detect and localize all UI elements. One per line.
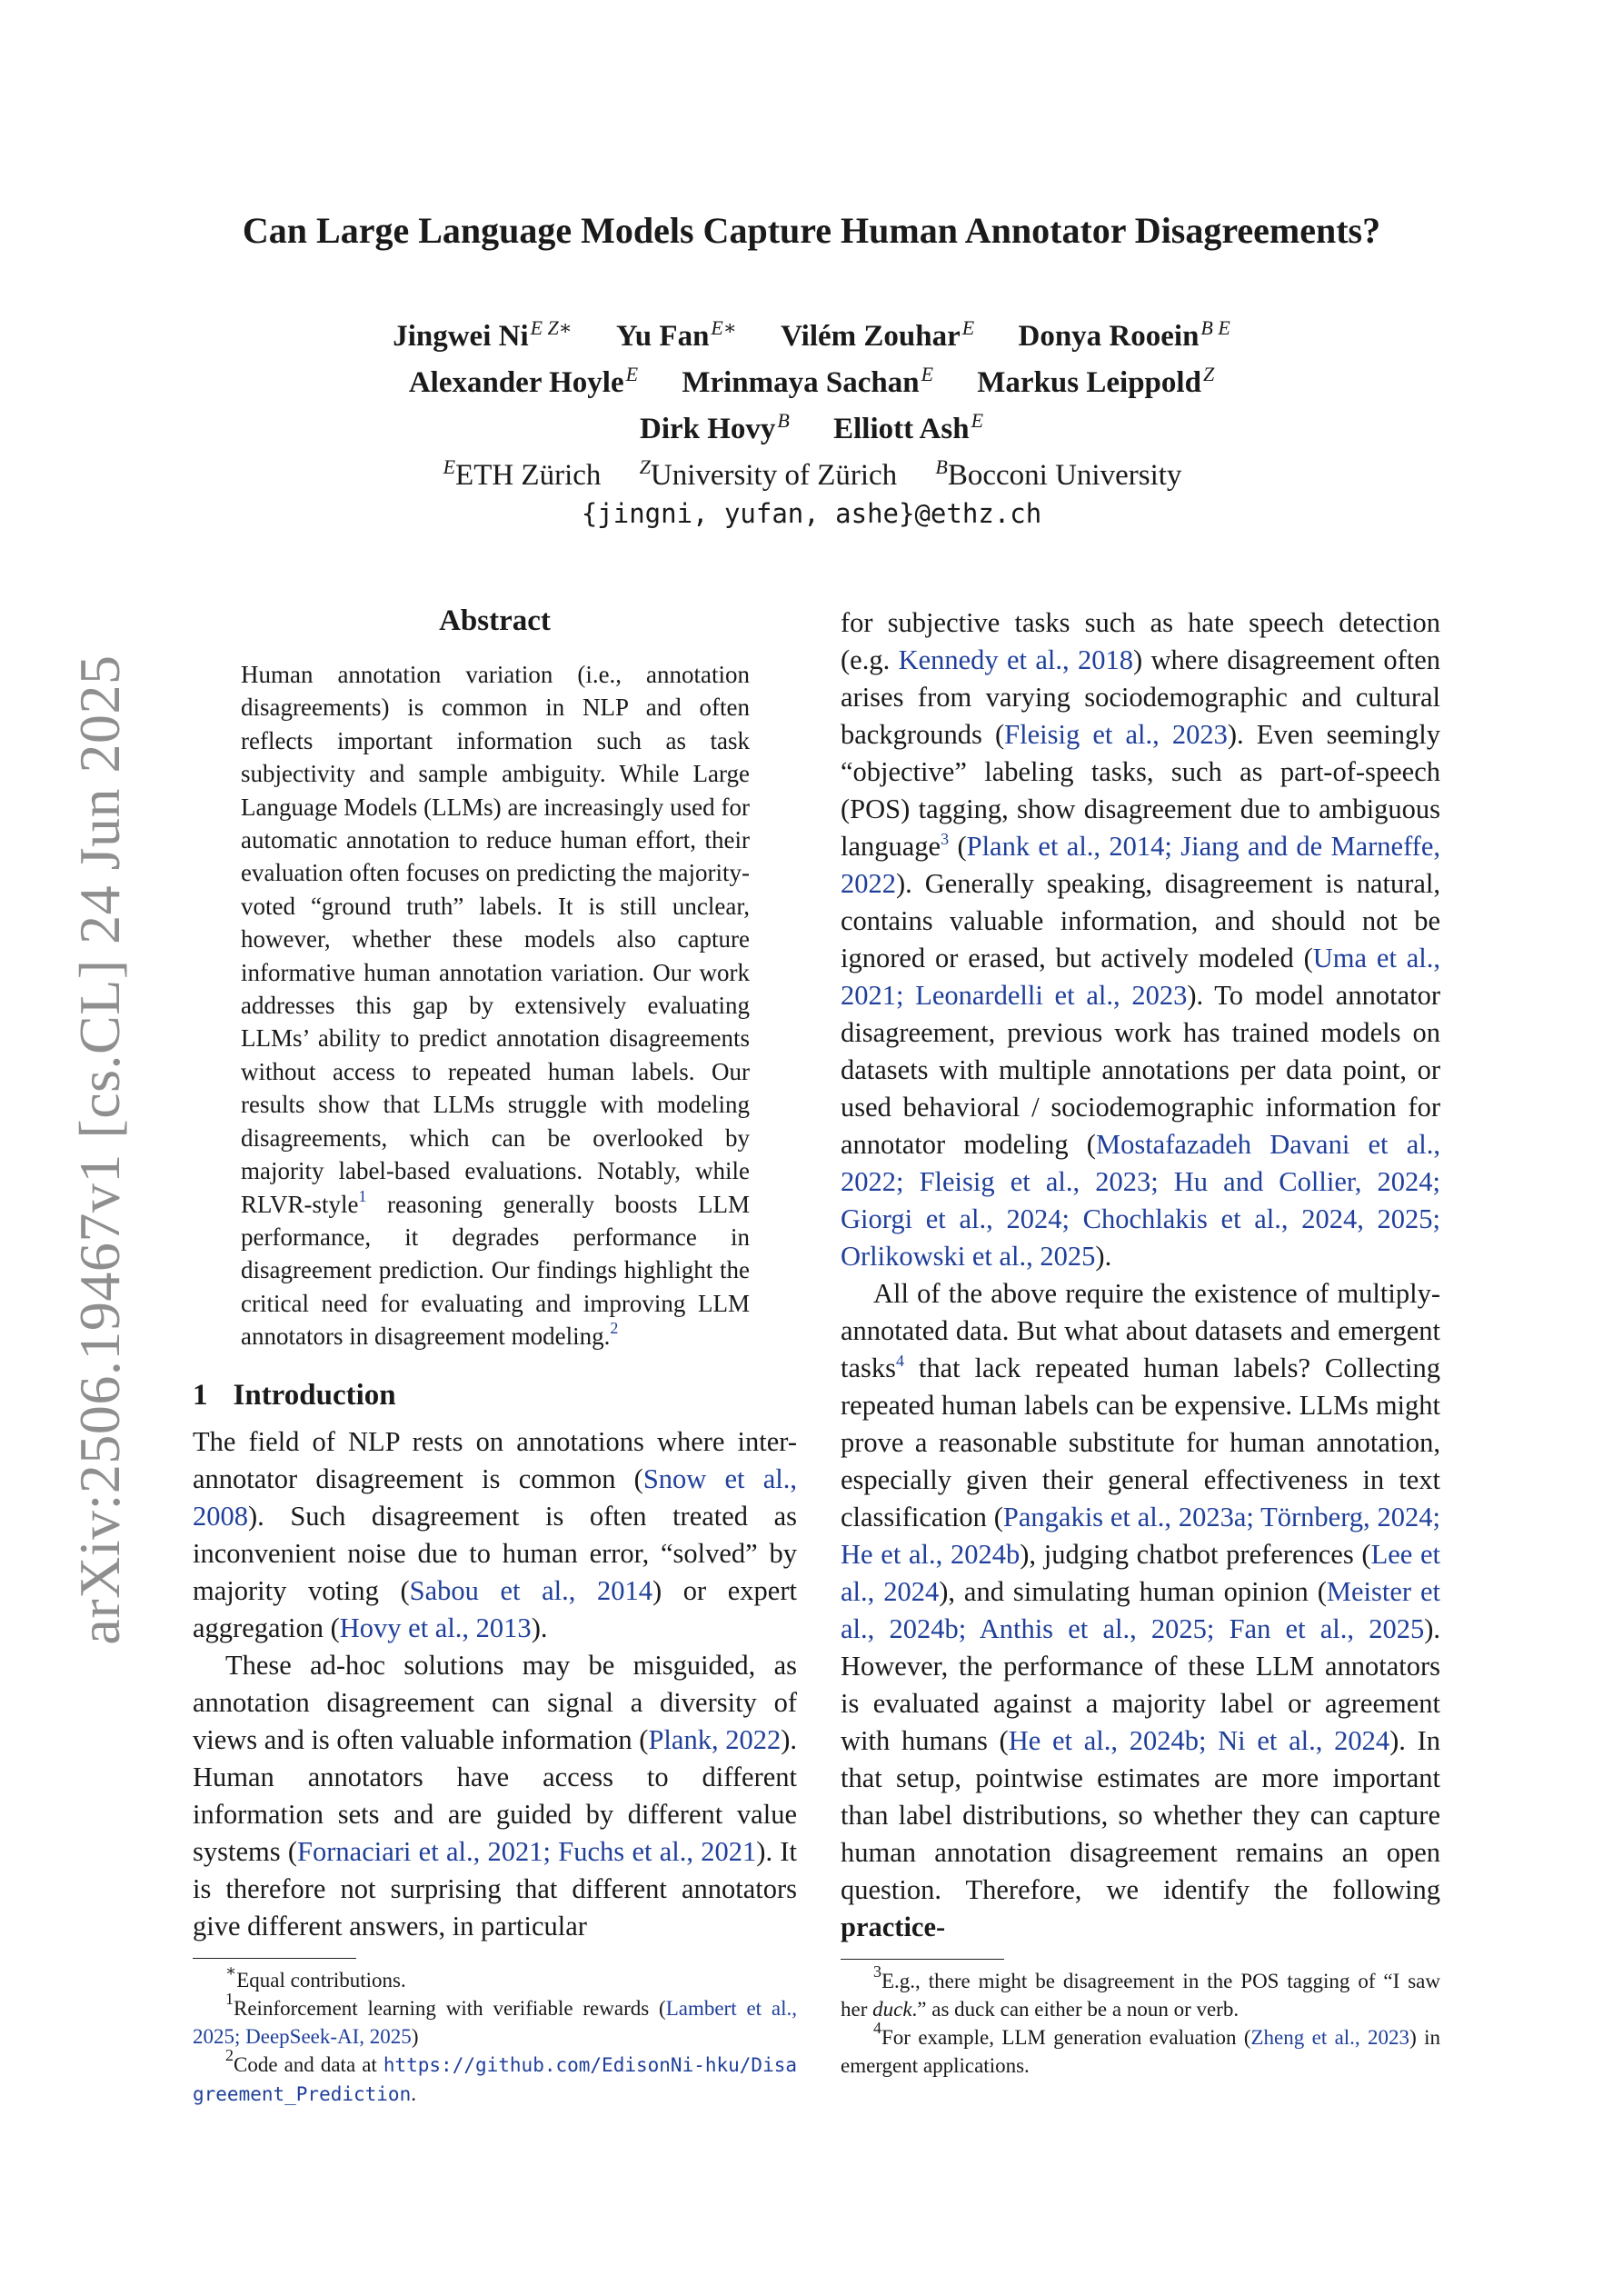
- citation-link[interactable]: Lambert et al., 2025; DeepSeek-AI, 2025: [193, 1996, 797, 2048]
- author: Dirk Hovy$^B$: [639, 409, 790, 445]
- affiliation-mark: B: [777, 409, 790, 432]
- affiliation-mark: E∗: [711, 316, 737, 339]
- footnotes-left: [193, 1961, 797, 2109]
- affiliation: $^B$Bocconi University: [935, 455, 1182, 492]
- citation-link[interactable]: Hovy et al., 2013: [339, 1612, 532, 1643]
- citation-link[interactable]: He et al., 2024b; Ni et al., 2024: [1008, 1725, 1390, 1756]
- footnote-4: $^4$For example, LLM generation evaluation (Zheng et al., 2023) in emergent applications.: [841, 2019, 1440, 2077]
- footnote-divider: [841, 1959, 1004, 1960]
- affiliation-mark: E: [921, 363, 934, 385]
- citation-link[interactable]: Plank et al., 2014; Jiang and de Marneffe, 2022: [841, 831, 1440, 899]
- author: Elliott Ash$^E$: [833, 409, 984, 445]
- author: Yu Fan$^{E∗}$: [616, 316, 737, 353]
- author: Alexander Hoyle$^E$: [408, 363, 639, 399]
- footnote-ref[interactable]: 2: [610, 1319, 619, 1338]
- right-column: [841, 604, 1440, 2080]
- intro-paragraph-1: The field of NLP rests on annotations where inter-annotator disagreement is common (Snow et al., 2008). Such disagreement is often treated as inconvenient noise due to human error, “solved” by majority voting (Sabou et al., 2014) or expert aggregation (Hovy et al., 2013).: [193, 1425, 797, 1643]
- author: Donya Rooein$^{B E}$: [1018, 316, 1230, 353]
- affiliation-mark: E: [961, 316, 975, 339]
- author: Markus Leippold$^Z$: [977, 363, 1215, 399]
- author-email: {jingni, yufan, ashe}@ethz.ch: [581, 498, 1042, 529]
- citation-link[interactable]: Fleisig et al., 2023: [1004, 719, 1228, 750]
- footnote-ref[interactable]: 3: [941, 830, 950, 848]
- author: Mrinmaya Sachan$^E$: [682, 363, 934, 399]
- citation-link[interactable]: Zheng et al., 2023: [1250, 2026, 1410, 2049]
- abstract-text: Human annotation variation (i.e., annotation disagreements) is common in NLP and often reflects important information such as task subjectivity and sample ambiguity. While Large Language Models (LLMs) are increasingly used for automatic annotation to reduce human effort, their evaluation often focuses on predicting the majority-voted “ground truth” labels. It is still unclear, however, whether these models also capture informative human annotation variation. Our work addresses this gap by extensively evaluating LLMs’ ability to predict annotation disagreements without access to repeated human labels. Our results show that LLMs struggle with modeling disagreements, which can be overlooked by majority label-based evaluations. Notably, while RLVR-style$^1$ reasoning generally boosts LLM performance, it degrades performance in disagreement prediction. Our findings highlight the critical need for evaluating and improving LLM annotators in disagreement modeling.$^2$: [241, 661, 750, 1351]
- footnote-equal-contribution: ∗Equal contributions.: [225, 1961, 406, 1992]
- footnote-divider: [193, 1958, 356, 1959]
- affiliation-line: [145, 448, 1478, 494]
- affiliation-mark: E: [625, 363, 639, 385]
- author-line-2: [145, 355, 1478, 402]
- footnote-ref[interactable]: 1: [358, 1186, 367, 1205]
- citation-link[interactable]: Uma et al., 2021; Leonardelli et al., 2023: [841, 943, 1441, 1011]
- affiliation-mark: B E: [1200, 316, 1230, 339]
- citation-link[interactable]: Lee et al., 2024: [841, 1539, 1440, 1607]
- affiliation: $^E$ETH Zürich: [443, 455, 602, 492]
- left-column: [193, 604, 797, 2109]
- citation-link[interactable]: Pangakis et al., 2023a; Törnberg, 2024; He et al., 2024b: [841, 1502, 1440, 1570]
- intro-paragraph-2: These ad-hoc solutions may be misguided, as annotation disagreement can signal a diversity of views and is often valuable information (Plank, 2022). Human annotators have access to different information sets and are guided by different value systems (Fornaciari et al., 2021; Fuchs et al., 2021). It is therefore not surprising that different annotators give different answers, in particular: [193, 1649, 797, 1942]
- right-paragraph-2: All of the above require the existence of multiply-annotated data. But what about datasets and emergent tasks$^4$ that lack repeated human labels? Collecting repeated human labels can be expensive. LLMs might prove a reasonable substitute for human annotation, especially given their general effectiveness in text classification (Pangakis et al., 2023a; Törnberg, 2024; He et al., 2024b), judging chatbot preferences (Lee et al., 2024), and simulating human opinion (Meister et al., 2024b; Anthis et al., 2025; Fan et al., 2025). However, the performance of these LLM annotators is evaluated against a majority label or agreement with humans (He et al., 2024b; Ni et al., 2024). In that setup, pointwise estimates are more important than label distributions, so whether they can capture human annotation disagreement remains an open question. Therefore, we identify the following practice-: [841, 1278, 1440, 1942]
- author-line-3: [145, 402, 1478, 448]
- section-heading-introduction: 1 Introduction: [193, 1378, 396, 1412]
- author-line-1: [145, 309, 1478, 355]
- right-paragraph-1: for subjective tasks such as hate speech detection (e.g. Kennedy et al., 2018) where disagreement often arises from varying sociodemographic and cultural backgrounds (Fleisig et al., 2023). Even seemingly “objective” labeling tasks, such as part-of-speech (POS) tagging, show disagreement due to ambiguous language$^3$ (Plank et al., 2014; Jiang and de Marneffe, 2022). Generally speaking, disagreement is natural, contains valuable information, and should not be ignored or erased, but actively modeled (Uma et al., 2021; Leonardelli et al., 2023). To model annotator disagreement, previous work has trained models on datasets with multiple annotations per data point, or used behavioral / sociodemographic information for annotator modeling (Mostafazadeh Davani et al., 2022; Fleisig et al., 2023; Hu and Collier, 2024; Giorgi et al., 2024; Chochlakis et al., 2024, 2025; Orlikowski et al., 2025).: [841, 607, 1441, 1272]
- code-url-link[interactable]: https://github.com/EdisonNi-hku/Disagreement_Prediction: [193, 2053, 797, 2105]
- citation-link[interactable]: Meister et al., 2024b; Anthis et al., 2025; Fan et al., 2025: [841, 1576, 1440, 1644]
- citation-link[interactable]: Mostafazadeh Davani et al., 2022; Fleisig et al., 2023; Hu and Collier, 2024; Giorgi et al., 2024; Chochlakis et al., 2024, 2025; Orlikowski et al., 2025: [841, 1129, 1441, 1272]
- citation-link[interactable]: Sabou et al., 2014: [409, 1574, 652, 1606]
- affiliation: $^Z$University of Zürich: [639, 455, 898, 492]
- affiliation-mark: E: [971, 409, 984, 432]
- footnote-1: $^1$Reinforcement learning with verifiable rewards (Lambert et al., 2025; DeepSeek-AI, 2025): [193, 1989, 797, 2048]
- citation-link[interactable]: Snow et al., 2008: [193, 1462, 797, 1532]
- footnote-2: $^2$Code and data at https://github.com/EdisonNi-hku/Disagreement_Prediction.: [193, 2045, 797, 2105]
- author-block: [145, 309, 1478, 533]
- citation-link[interactable]: Plank, 2022: [648, 1723, 782, 1755]
- citation-link[interactable]: Kennedy et al., 2018: [898, 644, 1134, 675]
- author: Jingwei Ni$^{E Z∗}$: [393, 316, 573, 353]
- footnote-3: $^3$E.g., there might be disagreement in the POS tagging of “I saw her duck.” as duck can either be a noun or verb.: [841, 1962, 1440, 2021]
- arxiv-stamp: arXiv:2506.19467v1 [cs.CL] 24 Jun 2025: [67, 654, 132, 1645]
- affiliation-mark: E Z∗: [530, 316, 573, 339]
- footnotes-right: [841, 1962, 1440, 2080]
- abstract-heading: Abstract: [439, 604, 551, 637]
- affiliation-mark: Z: [1202, 363, 1215, 385]
- author: Vilém Zouhar$^E$: [781, 316, 975, 353]
- footnote-ref[interactable]: 4: [896, 1352, 904, 1370]
- paper-title: Can Large Language Models Capture Human Annotator Disagreements?: [242, 210, 1381, 251]
- citation-link[interactable]: Fornaciari et al., 2021; Fuchs et al., 2021: [297, 1835, 757, 1867]
